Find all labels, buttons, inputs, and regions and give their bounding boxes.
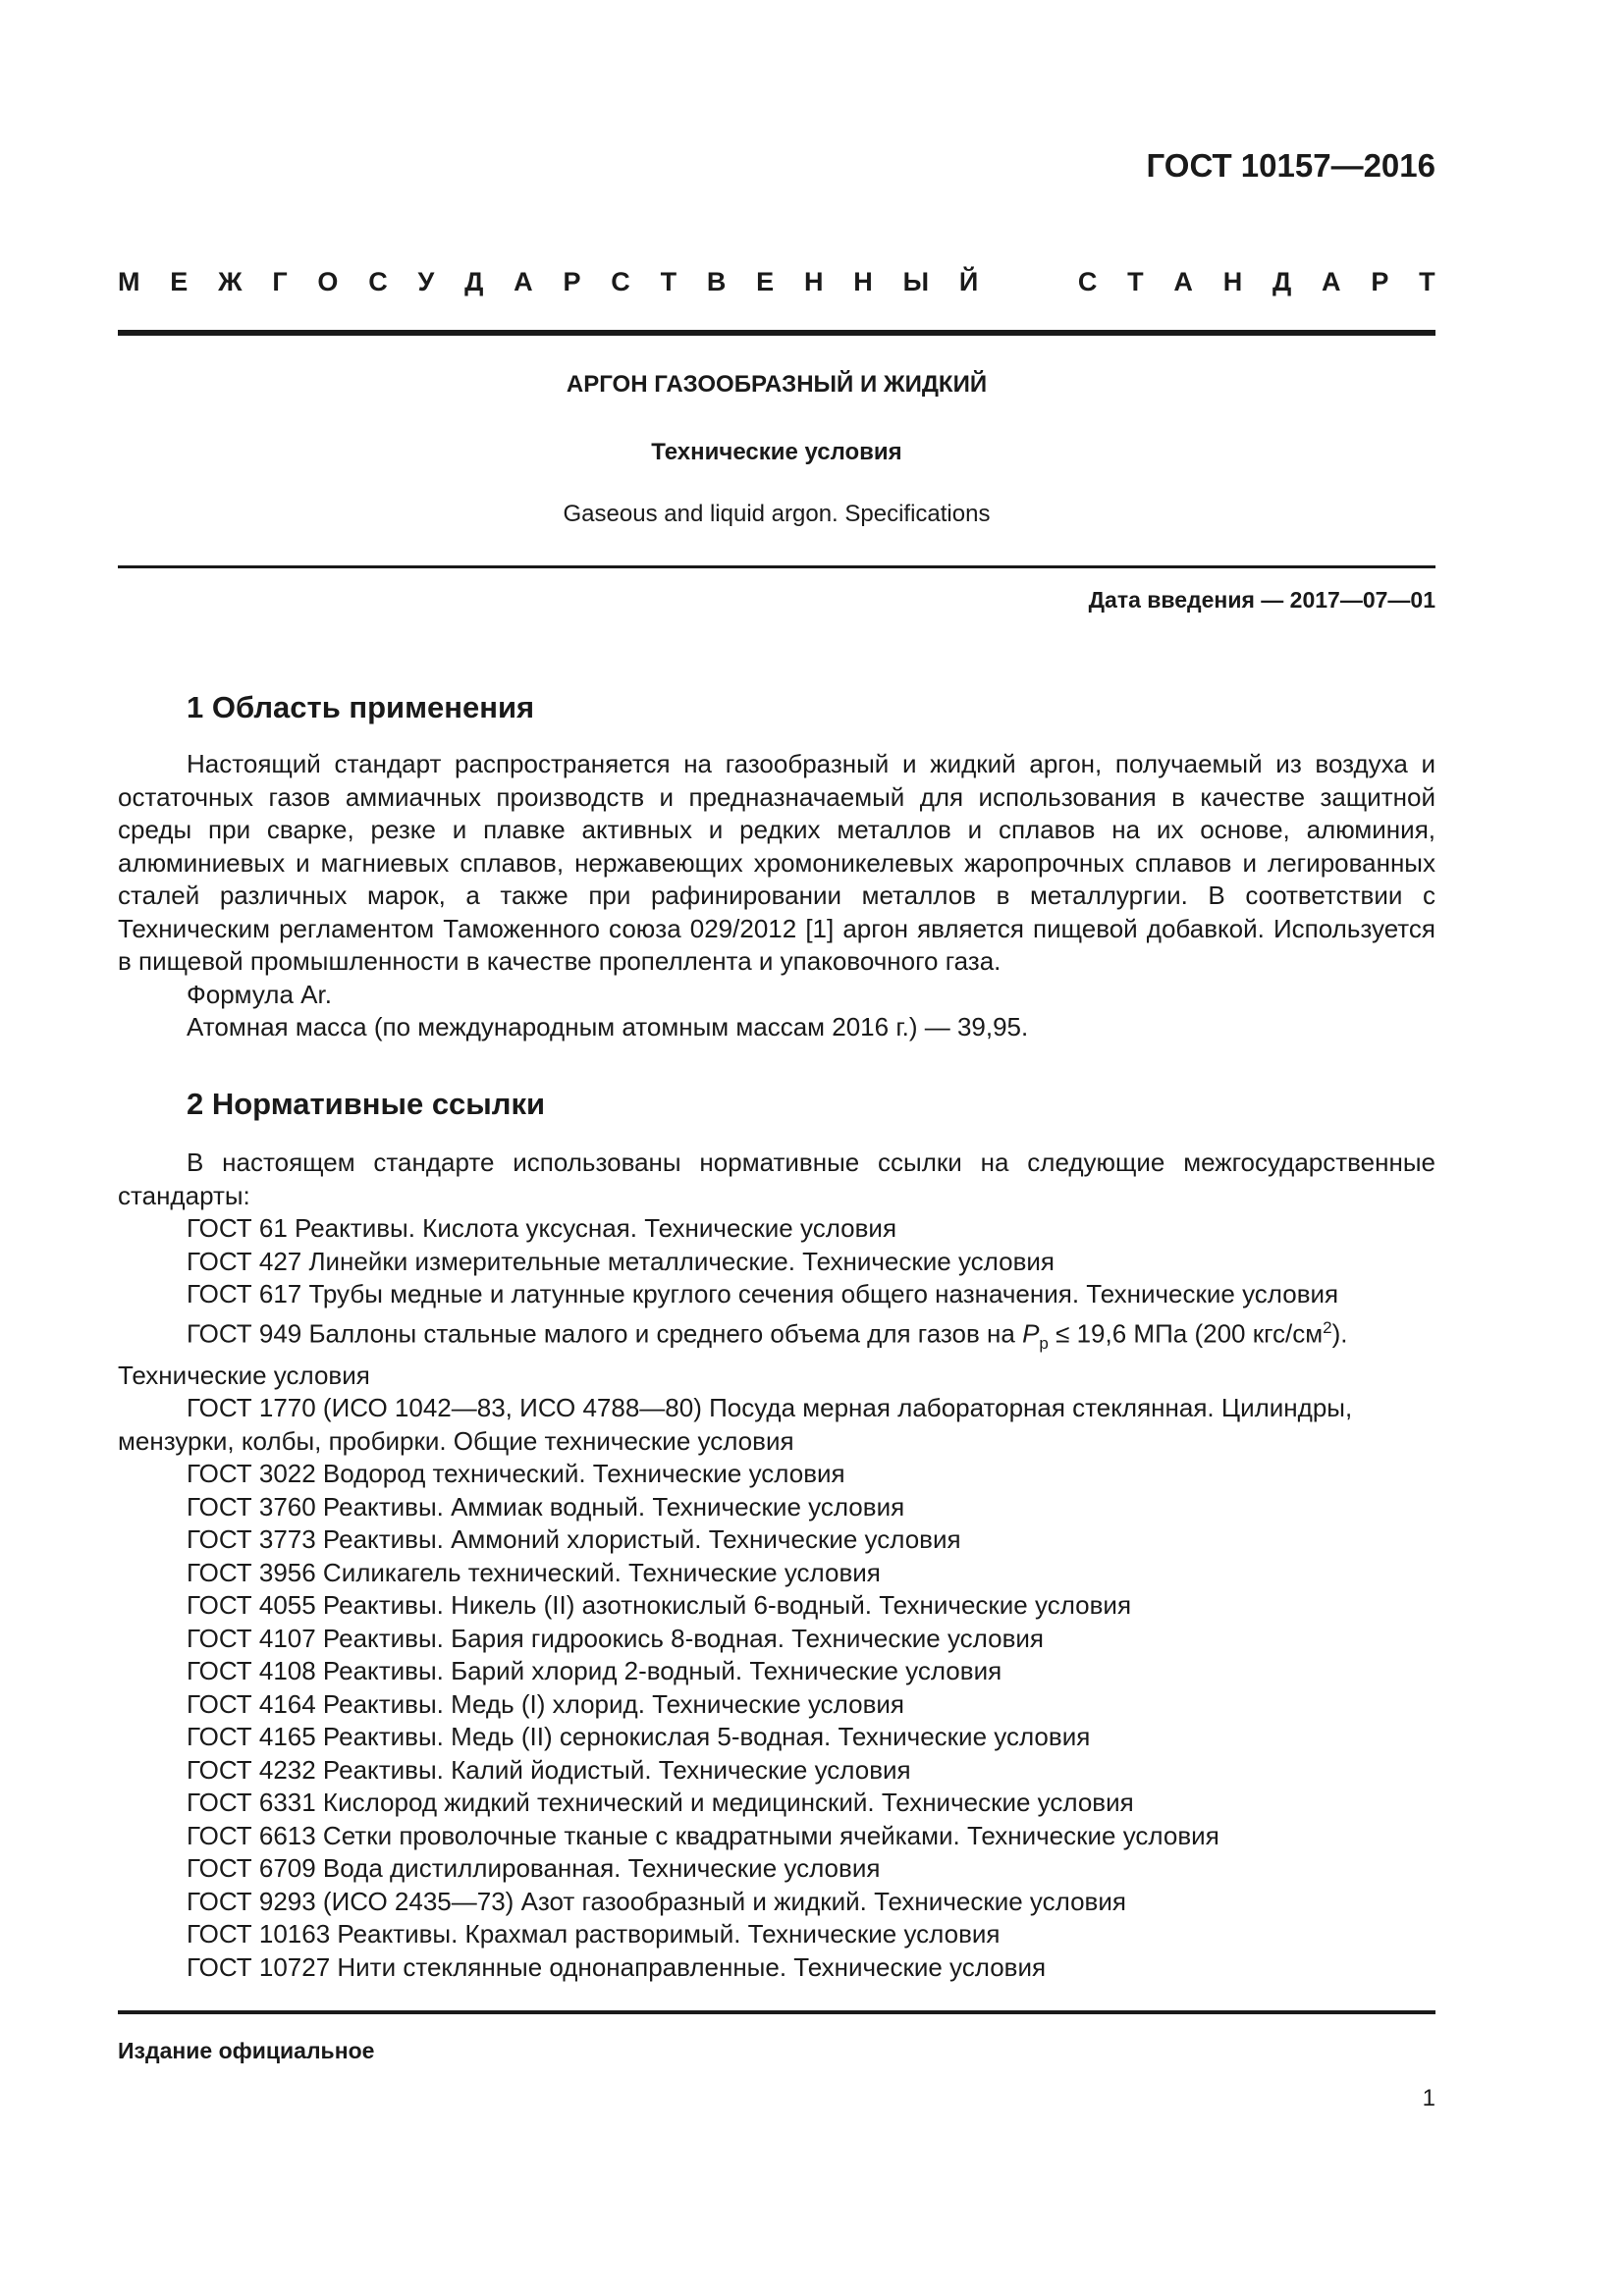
- interstate-standard-banner: [118, 267, 1435, 297]
- reference-text: ≤ 19,6 МПа (200 кгс/см: [1048, 1318, 1324, 1349]
- reference-item: ГОСТ 3022 Водород технический. Технические условия: [187, 1459, 845, 1489]
- pressure-subscript: р: [1039, 1333, 1049, 1353]
- document-title: АРГОН ГАЗООБРАЗНЫЙ И ЖИДКИЙ: [566, 371, 988, 398]
- reference-item: ГОСТ 4232 Реактивы. Калий йодистый. Технические условия: [187, 1754, 911, 1785]
- reference-item: ГОСТ 3773 Реактивы. Аммоний хлористый. Технические условия: [187, 1524, 961, 1555]
- banner-letter: А: [1322, 267, 1341, 296]
- banner-letter: Г: [272, 267, 288, 296]
- introduction-date: Дата введения — 2017—07—01: [1088, 587, 1435, 613]
- title-divider: [118, 565, 1435, 568]
- atomic-mass-line: Атомная масса (по международным атомным массам 2016 г.) — 39,95.: [187, 1012, 1029, 1041]
- reference-item: ГОСТ 4107 Реактивы. Бария гидроокись 8-водная. Технические условия: [187, 1623, 1044, 1653]
- banner-letter: Р: [1371, 267, 1389, 296]
- reference-item: ГОСТ 4108 Реактивы. Барий хлорид 2-водный. Технические условия: [187, 1656, 1002, 1686]
- document-title-english: Gaseous and liquid argon. Specifications: [563, 501, 991, 527]
- scope-paragraph: Настоящий стандарт распространяется на газообразный и жидкий аргон, получаемый из воздуха и остаточных газов аммиачных производств и предназначаемый для использования в качестве защитной среды при сварке, резке и плавке активных и редких металлов и сплавов на их основе, алюминия, алюминиевых и магниевых сплавов, нержавеющих хромоникелевых жаропрочных сплавов и легированных сталей различных марок, а также при рафинировании металлов в металлургии. В соответствии с Техническим регламентом Таможенного союза 029/2012 [1] аргон является пищевой добавкой. Используется в пищевой промышленности в качестве пропеллента и упаковочного газа.: [118, 749, 1435, 976]
- reference-item: ГОСТ 3760 Реактивы. Аммиак водный. Технические условия: [187, 1491, 905, 1522]
- reference-item: ГОСТ 3956 Силикагель технический. Технические условия: [187, 1557, 881, 1587]
- page-number: 1: [1422, 2085, 1435, 2111]
- reference-item: ГОСТ 4055 Реактивы. Никель (II) азотнокислый 6-водный. Технические условия: [187, 1590, 1132, 1621]
- section-2-heading: 2 Нормативные ссылки: [187, 1087, 546, 1121]
- formula-line: Формула Ar.: [187, 979, 332, 1009]
- document-subtitle: Технические условия: [651, 439, 902, 465]
- banner-letter: Т: [1127, 267, 1144, 296]
- reference-item: [118, 1311, 1435, 1393]
- banner-letter: А: [1173, 267, 1193, 296]
- banner-letter: В: [706, 267, 727, 296]
- reference-item: ГОСТ 617 Трубы медные и латунные круглого сечения общего назначения. Технические условия: [187, 1279, 1339, 1308]
- banner-letter: О: [317, 267, 339, 296]
- reference-item: ГОСТ 10163 Реактивы. Крахмал растворимый. Технические условия: [187, 1919, 1001, 1949]
- unit-superscript: 2: [1323, 1317, 1332, 1337]
- banner-letter: Е: [170, 267, 189, 296]
- reference-item: ГОСТ 9293 (ИСО 2435—73) Азот газообразный и жидкий. Технические условия: [187, 1886, 1126, 1916]
- top-divider: [118, 330, 1435, 336]
- banner-letter: Д: [1272, 267, 1292, 296]
- reference-text: ). Технические условия: [118, 1318, 1348, 1390]
- banner-letter: Й: [958, 267, 979, 296]
- references-intro: В настоящем стандарте использованы нормативные ссылки на следующие межгосударственные стандарты:: [118, 1148, 1435, 1210]
- banner-letter: М: [118, 267, 140, 296]
- reference-text: ГОСТ 949 Баллоны стальные малого и среднего объема для газов на: [187, 1318, 1023, 1349]
- reference-item: ГОСТ 10727 Нити стеклянные однонаправленные. Технические условия: [187, 1951, 1047, 1982]
- banner-letter: С: [611, 267, 630, 296]
- banner-letter: Н: [803, 267, 824, 296]
- banner-letter: Т: [660, 267, 677, 296]
- banner-letter: Н: [853, 267, 873, 296]
- banner-letter: Ж: [218, 267, 243, 296]
- reference-item: ГОСТ 427 Линейки измерительные металлические. Технические условия: [187, 1246, 1055, 1276]
- reference-item: ГОСТ 6709 Вода дистиллированная. Технические условия: [187, 1853, 881, 1884]
- section-2-body: [118, 1147, 1435, 1984]
- reference-item: ГОСТ 6331 Кислород жидкий технический и медицинский. Технические условия: [187, 1788, 1134, 1818]
- banner-letter: С: [368, 267, 388, 296]
- banner-letter: Н: [1222, 267, 1243, 296]
- publication-label: Издание официальное: [118, 2038, 375, 2063]
- banner-letter: Д: [464, 267, 484, 296]
- banner-letter: А: [514, 267, 533, 296]
- section-1-heading: 1 Область применения: [187, 690, 535, 724]
- banner-letter: У: [417, 267, 435, 296]
- banner-letter: Р: [563, 267, 581, 296]
- reference-item: ГОСТ 6613 Сетки проволочные тканые с квадратными ячейками. Технические условия: [187, 1820, 1219, 1850]
- reference-item: ГОСТ 4164 Реактивы. Медь (I) хлорид. Технические условия: [187, 1688, 904, 1719]
- footer-divider: [118, 2010, 1435, 2014]
- reference-item: ГОСТ 4165 Реактивы. Медь (II) сернокислая 5-водная. Технические условия: [187, 1722, 1091, 1752]
- reference-item: ГОСТ 61 Реактивы. Кислота уксусная. Технические условия: [187, 1213, 897, 1243]
- banner-letter: Е: [756, 267, 775, 296]
- reference-item: ГОСТ 1770 (ИСО 1042—83, ИСО 4788—80) Посуда мерная лабораторная стеклянная. Цилиндры, мензурки, колбы, пробирки. Общие технические условия: [118, 1393, 1353, 1456]
- document-number: ГОСТ 10157—2016: [1146, 147, 1435, 184]
- banner-letter: Ы: [902, 267, 930, 296]
- banner-letter: С: [1077, 267, 1098, 296]
- section-1-body: [118, 748, 1435, 1044]
- banner-gap: [1008, 267, 1048, 297]
- banner-letter: Т: [1419, 267, 1435, 296]
- pressure-symbol: P: [1022, 1318, 1040, 1349]
